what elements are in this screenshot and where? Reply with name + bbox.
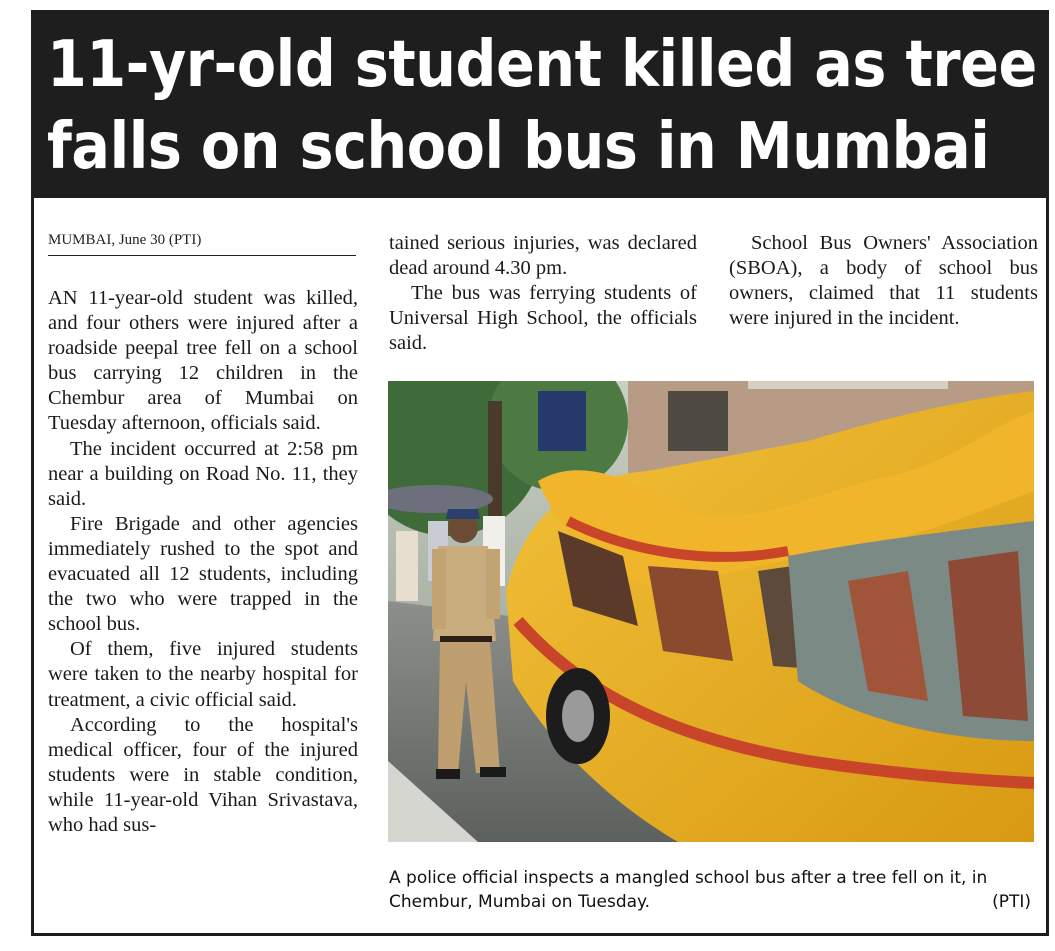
paragraph: Fire Brigade and other agencies immediately rushed to the spot and evacuated all 12 students, including the two who were trapped in the school bus. (48, 512, 358, 636)
headline (31, 10, 1049, 198)
photo-caption (389, 866, 1033, 914)
paragraph: According to the hospital's medical officer, four of the injured students were in stable condition, while 11-year-old Vihan Srivastava, who had sus- (48, 713, 358, 836)
caption-text: A police official inspects a mangled school bus after a tree fell on it, in Chembur, Mumbai on Tuesday. (389, 868, 988, 912)
article-column-2 (389, 231, 697, 356)
article-column-1 (48, 286, 358, 838)
news-photo (388, 381, 1034, 842)
photo-credit: (PTI) (992, 892, 1031, 912)
dateline: MUMBAI, June 30 (PTI) (48, 232, 356, 256)
photo-bus-under-tree-icon (388, 381, 1034, 842)
paragraph: AN 11-year-old student was killed, and four others were injured after a roadside peepal tree fell on a school bus carrying 12 children in the Chembur area of Mumbai on Tuesday afternoon, officials said. (48, 287, 358, 435)
paragraph: tained serious injuries, was declared dead around 4.30 pm. (389, 232, 697, 280)
article-column-3 (729, 231, 1038, 331)
paragraph: The bus was ferrying students of Universal High School, the officials said. (389, 282, 697, 355)
paragraph: Of them, five injured students were taken to the nearby hospital for treatment, a civic official said. (48, 638, 358, 711)
paragraph: The incident occurred at 2:58 pm near a building on Road No. 11, they said. (48, 437, 358, 510)
headline-line-2: falls on school bus in Mumbai (47, 110, 990, 184)
paragraph: School Bus Owners' Association (SBOA), a body of school bus owners, claimed that 11 students were injured in the incident. (729, 232, 1038, 330)
headline-line-1: 11-yr-old student killed as tree (47, 28, 1037, 102)
